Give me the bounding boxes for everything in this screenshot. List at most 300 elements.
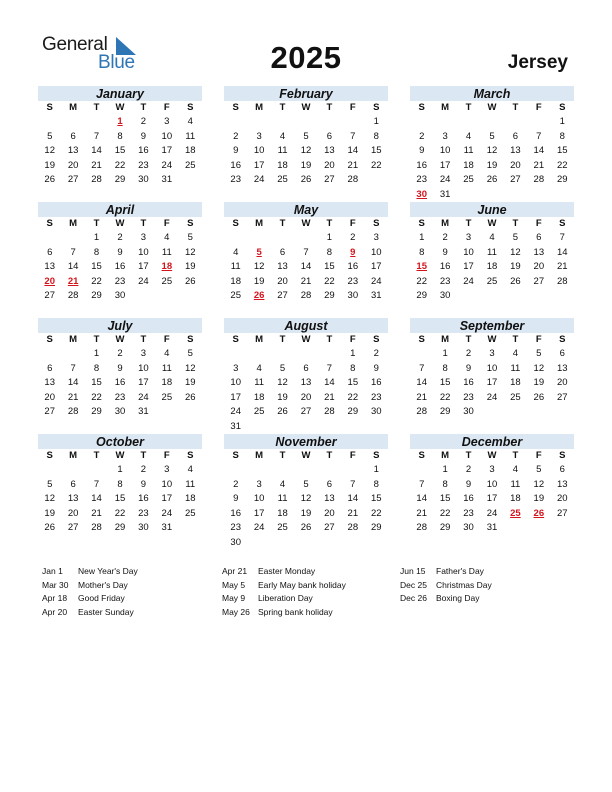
- day-cell: 6: [326, 478, 333, 490]
- day-cell: 9: [117, 362, 123, 374]
- weekday-label: S: [232, 334, 239, 345]
- month-grid: [410, 333, 574, 420]
- month-grid: [410, 217, 574, 304]
- day-cell: 18: [161, 377, 173, 389]
- day-cell: 30: [114, 290, 126, 302]
- day-cell: 18: [463, 159, 474, 171]
- day-cell: 23: [463, 507, 474, 519]
- empty-cell: [410, 115, 433, 130]
- day-cell: 21: [533, 159, 545, 171]
- day-cell: 10: [463, 246, 474, 258]
- day-cell: 20: [556, 377, 568, 389]
- day-cell: 20: [277, 275, 288, 287]
- day-cell: 30: [138, 174, 149, 186]
- holiday-date-label: May 5: [222, 579, 246, 590]
- day-cell: 11: [510, 478, 521, 490]
- day-cell: 17: [230, 391, 241, 403]
- day-cell: 29: [114, 522, 126, 534]
- week-row: [224, 347, 388, 362]
- day-cell: 2: [117, 232, 123, 244]
- day-cell: 6: [559, 464, 565, 476]
- day-cell: 3: [256, 130, 262, 142]
- day-cell: 7: [536, 130, 542, 142]
- day-cell: 17: [463, 261, 474, 273]
- week-row: [410, 391, 574, 406]
- day-cell: 27: [510, 174, 521, 186]
- empty-cell: [480, 405, 503, 420]
- day-cell: 2: [140, 464, 147, 476]
- day-cell: 14: [300, 261, 312, 273]
- weekday-label: T: [93, 218, 100, 229]
- day-cell: 26: [184, 275, 196, 287]
- day-cell: 19: [253, 275, 265, 287]
- week-row: [224, 130, 388, 145]
- empty-cell: [271, 231, 294, 246]
- empty-cell: [410, 463, 433, 478]
- weekday-label: T: [326, 218, 333, 229]
- day-cell: 9: [140, 130, 147, 142]
- week-row: [38, 231, 202, 246]
- week-row: [224, 420, 388, 435]
- empty-cell: [527, 405, 550, 420]
- empty-cell: [224, 463, 247, 478]
- day-cell: 21: [347, 159, 359, 171]
- month-july: [38, 318, 202, 420]
- day-cell: 15: [439, 377, 451, 389]
- weekday-label: M: [255, 218, 264, 229]
- empty-cell: [247, 463, 270, 478]
- day-cell: 2: [117, 348, 123, 360]
- day-cell: 12: [277, 377, 288, 389]
- day-cell: 17: [439, 159, 451, 171]
- day-cell: 8: [350, 362, 356, 374]
- day-cell: 22: [114, 159, 126, 171]
- holiday-name: Christmas Day: [436, 579, 492, 590]
- weekday-header-row: [224, 217, 388, 231]
- day-cell: 10: [486, 362, 498, 374]
- holiday-name: Liberation Day: [258, 593, 313, 603]
- day-cell: 3: [256, 478, 262, 490]
- day-cell: 1: [419, 232, 425, 244]
- day-cell: 25: [161, 391, 173, 403]
- day-cell: 30: [463, 406, 474, 418]
- empty-cell: [38, 463, 61, 478]
- week-row: [410, 188, 574, 203]
- empty-cell: [224, 347, 247, 362]
- weekday-label: W: [487, 218, 497, 229]
- holiday-item: [400, 566, 492, 580]
- week-row: [410, 159, 574, 174]
- weekday-label: T: [512, 450, 519, 461]
- week-row: [38, 376, 202, 391]
- month-september: [410, 318, 574, 420]
- empty-cell: [179, 289, 202, 304]
- day-cell: 26: [510, 275, 521, 287]
- day-cell: 31: [230, 420, 241, 432]
- day-cell: 7: [70, 362, 76, 374]
- weekday-label: S: [187, 102, 194, 113]
- day-cell: 13: [44, 377, 55, 389]
- month-title: December: [410, 434, 574, 449]
- day-cell: 11: [487, 246, 497, 258]
- month-june: [410, 202, 574, 304]
- weekday-header-row: [224, 449, 388, 463]
- empty-cell: [341, 420, 364, 435]
- weekday-label: S: [559, 218, 566, 229]
- day-cell: 17: [161, 493, 173, 505]
- day-cell: 4: [256, 362, 262, 374]
- day-cell: 24: [161, 159, 173, 171]
- month-december: [410, 434, 574, 536]
- week-row: [38, 478, 202, 493]
- day-cell: 10: [439, 145, 451, 157]
- day-cell: 2: [442, 232, 448, 244]
- weekday-label: T: [140, 334, 147, 345]
- weekday-label: F: [163, 450, 170, 461]
- holiday-column: [42, 566, 138, 620]
- month-title: January: [38, 86, 202, 101]
- weekday-label: T: [93, 450, 100, 461]
- day-cell: 13: [533, 246, 545, 258]
- day-cell: 1: [442, 348, 448, 360]
- day-cell: 19: [300, 159, 312, 171]
- day-cell: 6: [536, 232, 542, 244]
- holiday-date-label: Dec 25: [400, 579, 427, 590]
- month-november: [224, 434, 388, 550]
- day-cell: 14: [347, 145, 359, 157]
- day-cell: 25: [486, 275, 498, 287]
- month-grid: [224, 101, 388, 188]
- weekday-header-row: [38, 449, 202, 463]
- day-cell: 26: [277, 406, 288, 418]
- day-cell: 19: [300, 507, 312, 519]
- day-cell: 31: [486, 522, 498, 534]
- day-cell: 6: [512, 130, 519, 142]
- day-cell: 26: [44, 174, 55, 186]
- day-cell: 5: [512, 232, 519, 244]
- week-row: [38, 521, 202, 536]
- day-cell: 2: [465, 464, 472, 476]
- day-cell: 12: [300, 493, 312, 505]
- week-row: [224, 115, 388, 130]
- day-cell: 27: [44, 406, 55, 418]
- day-cell: 27: [300, 406, 312, 418]
- day-cell: 21: [67, 391, 79, 403]
- holiday-date: 20: [44, 275, 55, 287]
- day-cell: 24: [138, 275, 149, 287]
- day-cell: 9: [233, 145, 239, 157]
- holiday-date-label: Apr 20: [42, 606, 68, 617]
- day-cell: 4: [187, 116, 193, 128]
- weekday-label: W: [487, 334, 497, 345]
- day-cell: 29: [347, 406, 359, 418]
- day-cell: 8: [373, 130, 379, 142]
- holiday-item: [42, 580, 138, 594]
- day-cell: 29: [114, 174, 126, 186]
- day-cell: 24: [439, 174, 451, 186]
- day-cell: 15: [439, 493, 451, 505]
- day-cell: 10: [253, 493, 265, 505]
- holiday-item: [222, 607, 346, 621]
- day-cell: 20: [67, 507, 79, 519]
- day-cell: 7: [350, 478, 356, 490]
- day-cell: 1: [373, 464, 379, 476]
- holiday-date: 26: [533, 507, 545, 519]
- day-cell: 9: [117, 246, 123, 258]
- day-cell: 3: [164, 464, 170, 476]
- holiday-name: Early May bank holiday: [258, 579, 346, 590]
- weekday-label: S: [187, 218, 194, 229]
- day-cell: 16: [347, 261, 359, 273]
- weekday-header-row: [410, 217, 574, 231]
- week-row: [224, 391, 388, 406]
- holiday-date: 5: [256, 246, 262, 258]
- weekday-label: T: [140, 218, 147, 229]
- holiday-item: [400, 593, 492, 607]
- day-cell: 4: [187, 464, 193, 476]
- week-row: [224, 275, 388, 290]
- day-cell: 7: [350, 130, 356, 142]
- day-cell: 23: [230, 522, 241, 534]
- empty-cell: [247, 536, 270, 551]
- day-cell: 3: [489, 464, 495, 476]
- day-cell: 11: [463, 145, 474, 157]
- day-cell: 17: [253, 507, 265, 519]
- day-cell: 11: [230, 261, 241, 273]
- day-cell: 8: [442, 362, 448, 374]
- day-cell: 22: [370, 507, 382, 519]
- day-cell: 16: [463, 493, 474, 505]
- day-cell: 12: [44, 145, 55, 157]
- week-row: [224, 144, 388, 159]
- empty-cell: [38, 115, 61, 130]
- week-row: [410, 376, 574, 391]
- month-title: April: [38, 202, 202, 217]
- weekday-label: T: [279, 102, 286, 113]
- weekday-label: F: [163, 102, 170, 113]
- empty-cell: [365, 420, 388, 435]
- month-title: July: [38, 318, 202, 333]
- empty-cell: [341, 115, 364, 130]
- day-cell: 4: [164, 232, 170, 244]
- day-cell: 31: [138, 406, 149, 418]
- day-cell: 19: [44, 507, 55, 519]
- weekday-label: F: [349, 450, 356, 461]
- week-row: [410, 260, 574, 275]
- holiday-date-label: Mar 30: [42, 579, 69, 590]
- day-cell: 4: [164, 348, 170, 360]
- week-row: [410, 144, 574, 159]
- week-row: [410, 115, 574, 130]
- page-title-year: 2025: [270, 40, 342, 75]
- empty-cell: [341, 536, 364, 551]
- empty-cell: [527, 289, 550, 304]
- empty-cell: [85, 463, 108, 478]
- holiday-name: Spring bank holiday: [258, 606, 333, 617]
- day-cell: 8: [326, 246, 333, 258]
- weekday-label: W: [487, 450, 497, 461]
- day-cell: 2: [373, 348, 379, 360]
- empty-cell: [247, 115, 270, 130]
- day-cell: 11: [510, 362, 521, 374]
- day-cell: 4: [465, 130, 472, 142]
- day-cell: 24: [486, 391, 498, 403]
- day-cell: 28: [91, 522, 102, 534]
- day-cell: 8: [373, 478, 379, 490]
- day-cell: 1: [326, 232, 333, 244]
- day-cell: 7: [419, 478, 425, 490]
- empty-cell: [271, 115, 294, 130]
- month-title: November: [224, 434, 388, 449]
- day-cell: 3: [140, 232, 147, 244]
- weekday-label: M: [255, 102, 264, 113]
- day-cell: 5: [536, 348, 542, 360]
- weekday-label: S: [418, 218, 425, 229]
- day-cell: 28: [347, 174, 359, 186]
- weekday-label: T: [465, 334, 472, 345]
- day-cell: 24: [463, 275, 474, 287]
- day-cell: 11: [185, 130, 196, 142]
- empty-cell: [504, 521, 527, 536]
- day-cell: 22: [439, 391, 451, 403]
- empty-cell: [247, 231, 270, 246]
- holiday-item: [222, 580, 346, 594]
- day-cell: 31: [370, 290, 382, 302]
- weekday-label: S: [232, 102, 239, 113]
- empty-cell: [318, 347, 341, 362]
- day-cell: 5: [303, 478, 309, 490]
- day-cell: 4: [489, 232, 495, 244]
- empty-cell: [318, 420, 341, 435]
- day-cell: 21: [347, 507, 359, 519]
- day-cell: 26: [533, 391, 545, 403]
- day-cell: 17: [253, 159, 265, 171]
- weekday-label: M: [69, 450, 78, 461]
- holiday-column: [400, 566, 492, 607]
- day-cell: 13: [300, 377, 312, 389]
- day-cell: 28: [67, 406, 79, 418]
- brand-name-blue: Blue: [98, 52, 135, 73]
- week-row: [410, 173, 574, 188]
- week-row: [410, 289, 574, 304]
- holiday-date-label: May 9: [222, 593, 246, 603]
- day-cell: 11: [277, 145, 288, 157]
- day-cell: 21: [416, 391, 427, 403]
- week-row: [224, 492, 388, 507]
- month-grid: [38, 449, 202, 536]
- weekday-label: W: [115, 450, 125, 461]
- empty-cell: [318, 115, 341, 130]
- month-january: [38, 86, 202, 188]
- weekday-label: M: [441, 218, 450, 229]
- day-cell: 24: [486, 507, 498, 519]
- day-cell: 11: [161, 246, 172, 258]
- day-cell: 18: [486, 261, 498, 273]
- week-row: [38, 492, 202, 507]
- day-cell: 12: [253, 261, 265, 273]
- weekday-label: M: [441, 102, 450, 113]
- weekday-label: T: [326, 450, 333, 461]
- weekday-header-row: [38, 333, 202, 347]
- day-cell: 23: [370, 391, 382, 403]
- month-grid: [224, 217, 388, 304]
- empty-cell: [61, 231, 84, 246]
- day-cell: 22: [324, 275, 335, 287]
- day-cell: 15: [324, 261, 335, 273]
- day-cell: 20: [300, 391, 312, 403]
- day-cell: 2: [233, 130, 239, 142]
- weekday-label: W: [301, 102, 311, 113]
- empty-cell: [247, 347, 270, 362]
- empty-cell: [85, 115, 108, 130]
- week-row: [224, 246, 388, 261]
- day-cell: 9: [419, 145, 425, 157]
- day-cell: 14: [67, 261, 79, 273]
- day-cell: 22: [439, 507, 451, 519]
- day-cell: 18: [184, 145, 196, 157]
- day-cell: 5: [536, 464, 542, 476]
- day-cell: 11: [254, 377, 265, 389]
- day-cell: 19: [486, 159, 498, 171]
- holiday-date-label: Jun 15: [400, 566, 426, 576]
- week-row: [38, 391, 202, 406]
- weekday-label: F: [535, 102, 542, 113]
- day-cell: 30: [230, 536, 241, 548]
- day-cell: 30: [114, 406, 126, 418]
- day-cell: 27: [67, 522, 79, 534]
- weekday-label: S: [373, 102, 380, 113]
- day-cell: 10: [370, 246, 382, 258]
- day-cell: 4: [512, 464, 519, 476]
- empty-cell: [179, 405, 202, 420]
- day-cell: 28: [416, 406, 427, 418]
- day-cell: 13: [277, 261, 288, 273]
- day-cell: 25: [161, 275, 173, 287]
- day-cell: 8: [93, 246, 100, 258]
- empty-cell: [294, 536, 317, 551]
- week-row: [224, 289, 388, 304]
- day-cell: 31: [439, 188, 451, 200]
- day-cell: 17: [486, 377, 498, 389]
- day-cell: 14: [91, 145, 102, 157]
- day-cell: 15: [556, 145, 568, 157]
- day-cell: 29: [416, 290, 427, 302]
- weekday-label: W: [301, 450, 311, 461]
- day-cell: 20: [67, 159, 79, 171]
- day-cell: 27: [556, 391, 568, 403]
- day-cell: 25: [277, 522, 288, 534]
- month-title: May: [224, 202, 388, 217]
- weekday-label: M: [441, 334, 450, 345]
- empty-cell: [224, 115, 247, 130]
- empty-cell: [551, 289, 574, 304]
- weekday-label: F: [349, 334, 356, 345]
- day-cell: 6: [303, 362, 309, 374]
- day-cell: 28: [556, 275, 568, 287]
- day-cell: 16: [439, 261, 451, 273]
- day-cell: 24: [138, 391, 149, 403]
- day-cell: 2: [350, 232, 356, 244]
- day-cell: 1: [117, 464, 123, 476]
- day-cell: 18: [510, 493, 521, 505]
- empty-cell: [61, 115, 84, 130]
- holiday-date: 1: [117, 116, 123, 128]
- weekday-label: S: [559, 102, 566, 113]
- week-row: [38, 275, 202, 290]
- week-row: [224, 231, 388, 246]
- day-cell: 14: [67, 377, 79, 389]
- day-cell: 9: [373, 362, 379, 374]
